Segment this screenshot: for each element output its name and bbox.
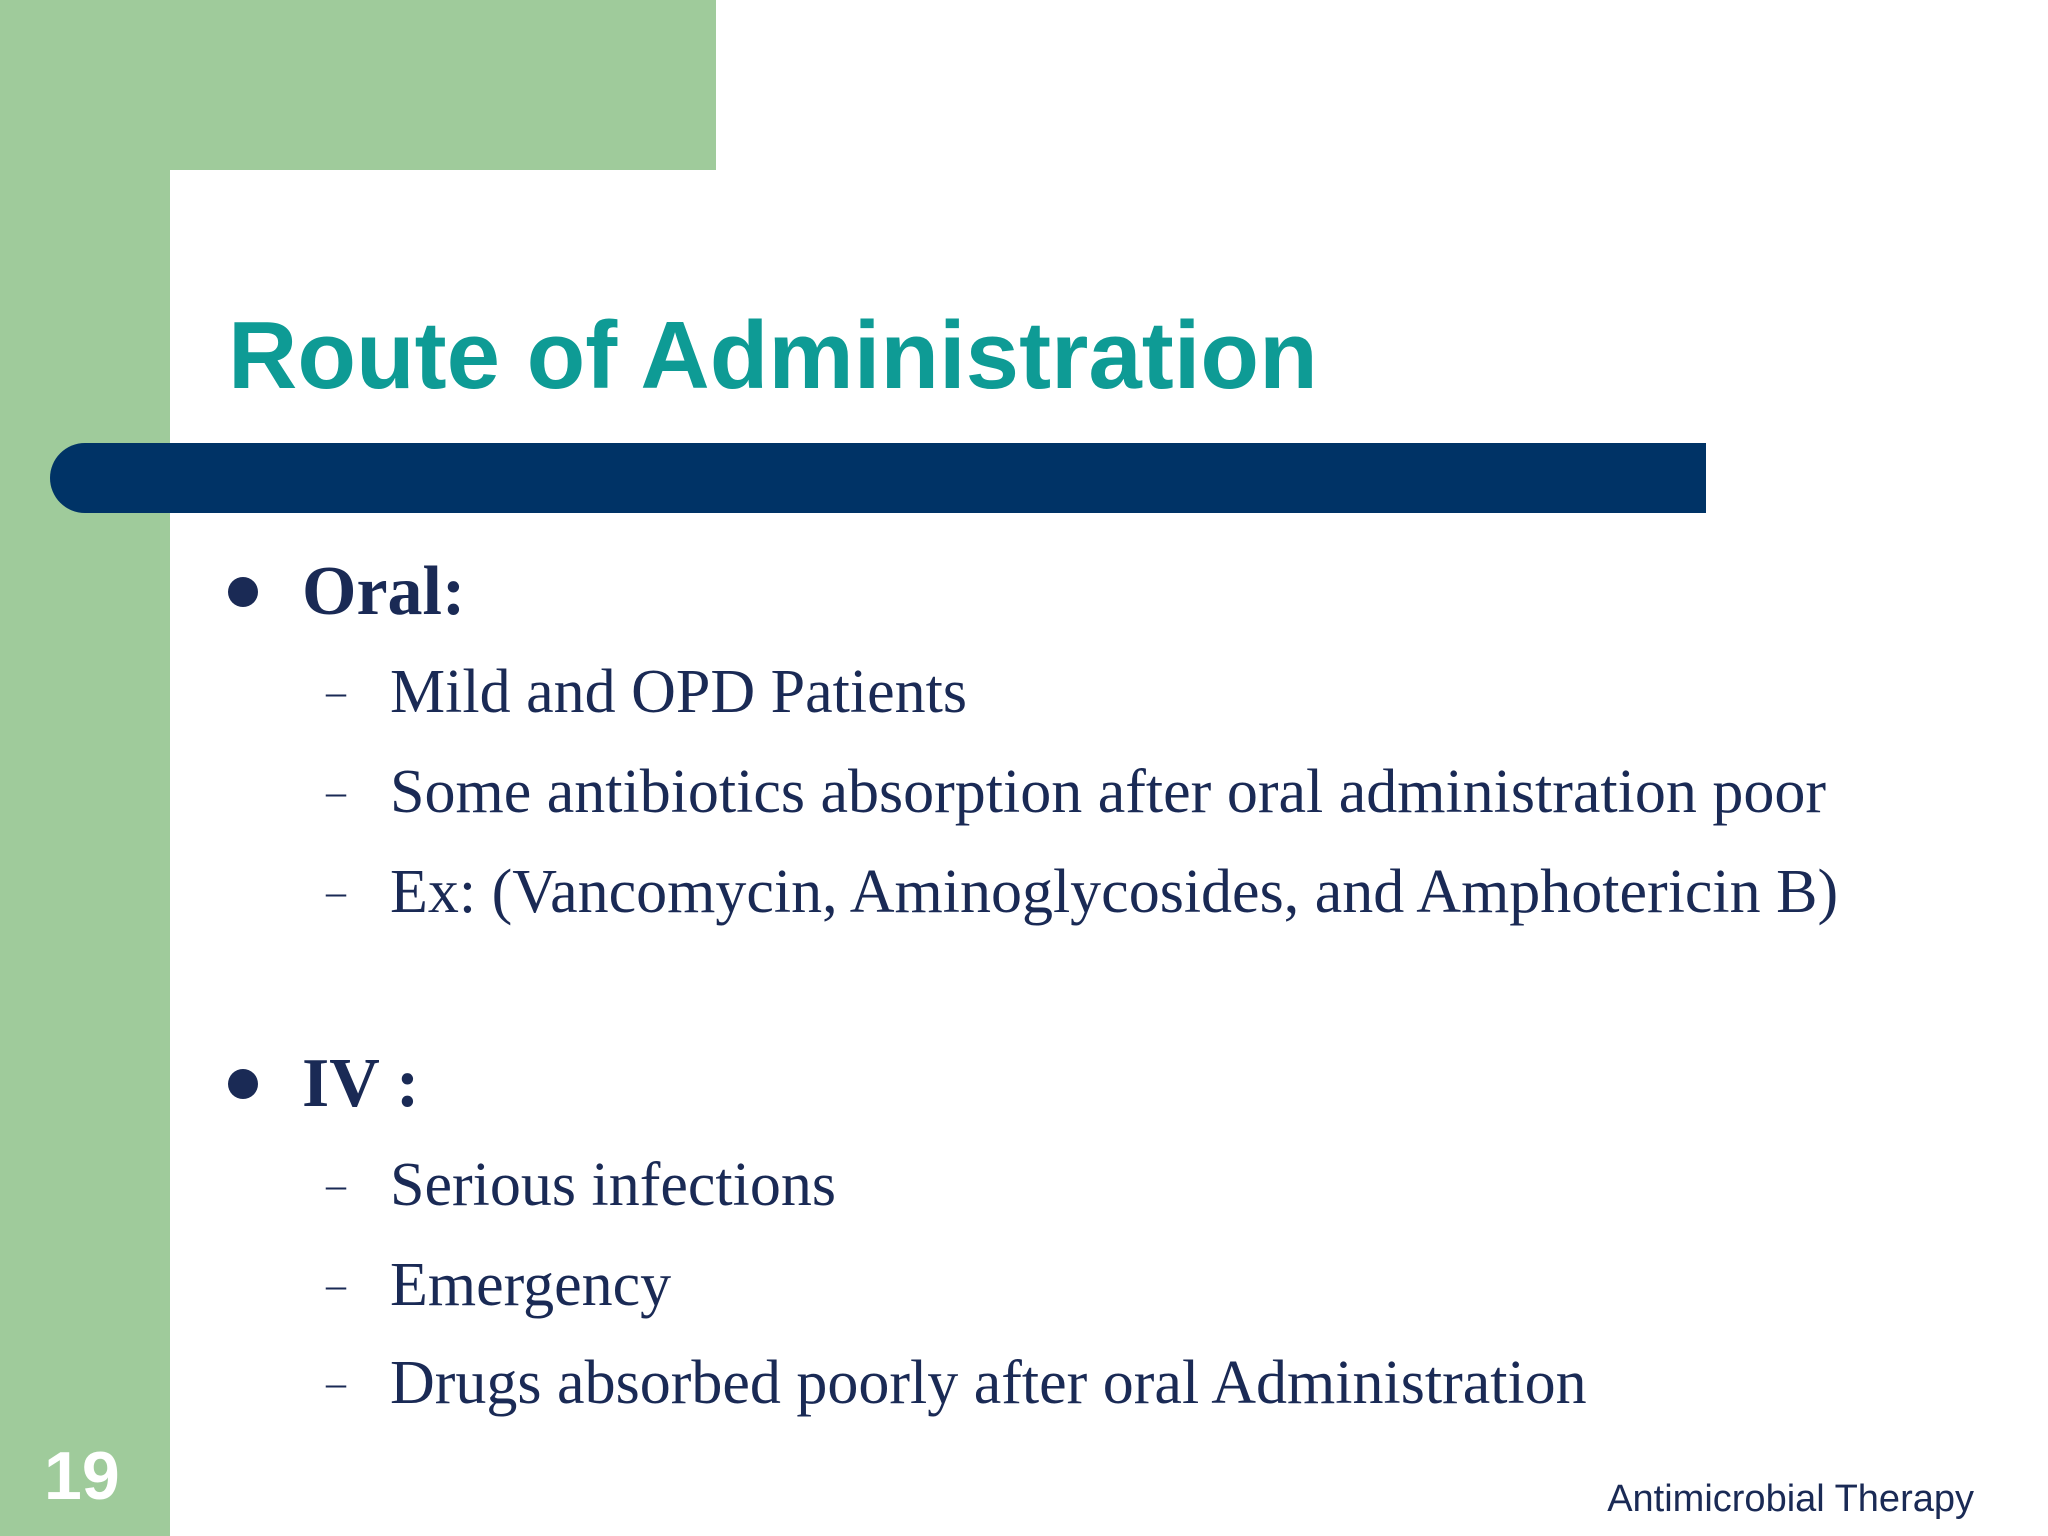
dash-icon: – [326, 1360, 346, 1405]
sub-item-text: Serious infections [390, 1151, 836, 1219]
sub-item-text: Drugs absorbed poorly after oral Administration [390, 1349, 1587, 1417]
bullet-iv [228, 1044, 419, 1124]
dash-icon: – [326, 1262, 346, 1307]
sub-item [326, 1245, 671, 1325]
sub-item-text: Emergency [390, 1251, 672, 1319]
bullet-oral [228, 552, 465, 632]
sub-item [326, 752, 1826, 832]
title-underline-bar [50, 443, 1706, 513]
slide-number: 19 [44, 1438, 120, 1514]
dash-icon: – [326, 869, 346, 914]
green-top-band [0, 0, 716, 170]
bullet-dot-icon [228, 577, 258, 607]
slide-title: Route of Administration [228, 302, 1318, 409]
sub-item [326, 1145, 836, 1225]
footer-text: Antimicrobial Therapy [1607, 1478, 1974, 1520]
dash-icon: – [326, 769, 346, 814]
sub-item [326, 1343, 1587, 1423]
sub-item-text: Mild and OPD Patients [390, 658, 967, 726]
bullet-label: Oral: [302, 553, 466, 630]
bullet-label: IV : [302, 1045, 420, 1122]
dash-icon: – [326, 1162, 346, 1207]
sub-item-text: Ex: (Vancomycin, Aminoglycosides, and Amphotericin B) [390, 858, 1839, 926]
sub-item [326, 852, 2040, 932]
dash-icon: – [326, 669, 346, 714]
green-sidebar [0, 0, 170, 1536]
bullet-dot-icon [228, 1069, 258, 1099]
sub-item [326, 652, 967, 732]
sub-item-text: Some antibiotics absorption after oral administration poor [390, 758, 1827, 826]
